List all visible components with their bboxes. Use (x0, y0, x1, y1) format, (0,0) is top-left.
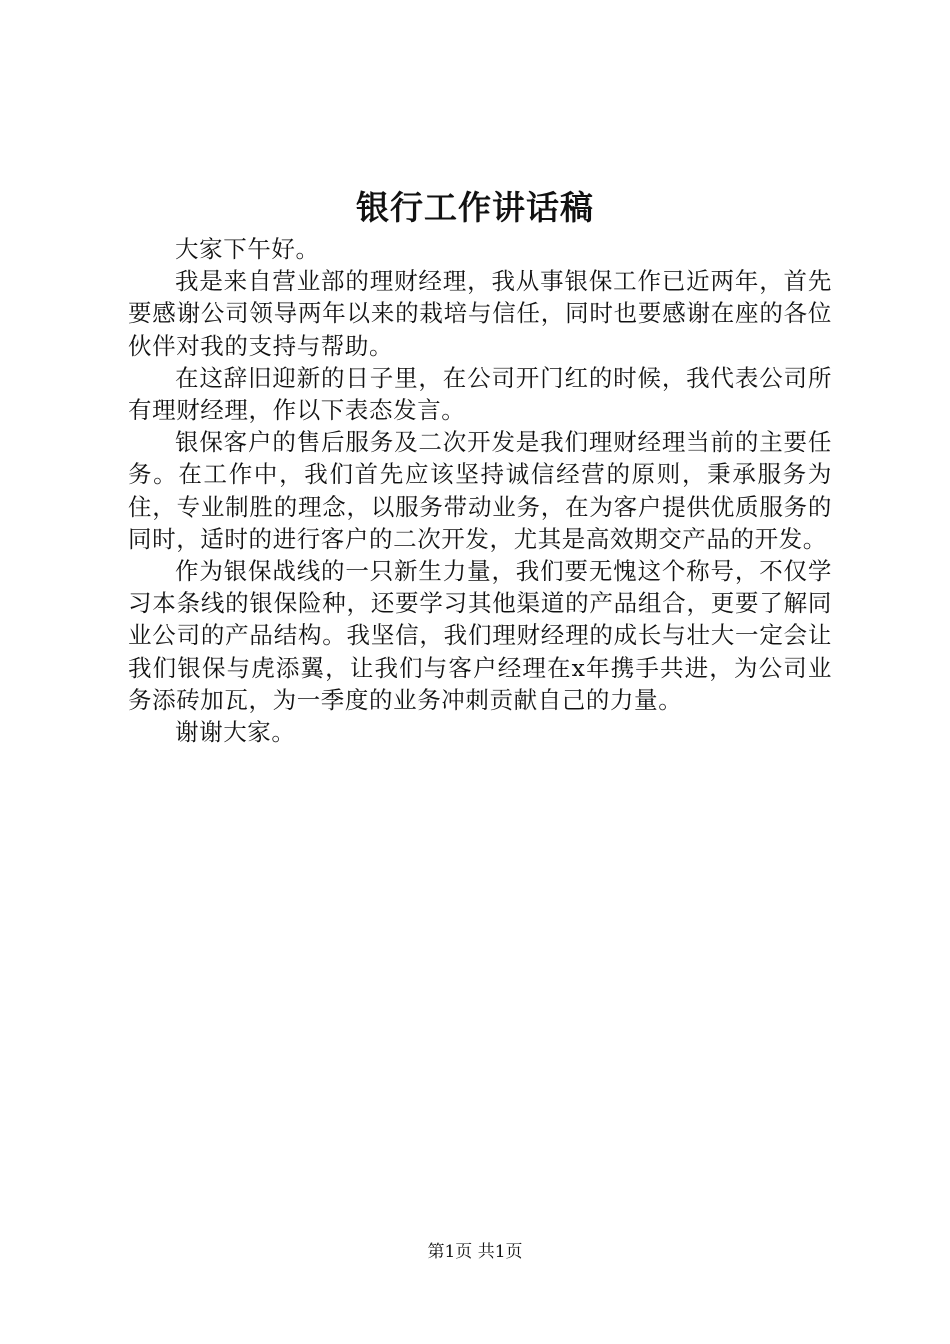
paragraph-greeting: 大家下午好。 (175, 235, 320, 263)
paragraph-closing: 谢谢大家。 (175, 718, 296, 747)
paragraph-main-task: 银保客户的售后服务及二次开发是我们理财经理当前的主要任务。在工作中，我们首先应该坚持诚信经营的原则，秉承服务为住，专业制胜的理念，以服务带动业务，在为客户提供优质服务的同时，适时的进行客户的二次开发，尤其是高效期交产品的开发。 (128, 428, 832, 553)
page-number-footer: 第1页 共1页 (427, 1242, 523, 1262)
document-title: 银行工作讲话稿 (356, 188, 594, 227)
paragraph-representation: 在这辞旧迎新的日子里，在公司开门红的时候，我代表公司所有理财经理，作以下表态发言。 (128, 363, 832, 425)
paragraph-introduction: 我是来自营业部的理财经理，我从事银保工作已近两年，首先要感谢公司领导两年以来的栽培与信任，同时也要感谢在座的各位伙伴对我的支持与帮助。 (128, 267, 832, 360)
document-body (128, 233, 832, 748)
paragraph-commitment: 作为银保战线的一只新生力量，我们要无愧这个称号，不仅学习本条线的银保险种，还要学习其他渠道的产品组合，更要了解同业公司的产品结构。我坚信，我们理财经理的成长与壮大一定会让我们银保与虎添翼，让我们与客户经理在x年携手共进，为公司业务添砖加瓦，为一季度的业务冲刺贡献自己的力量。 (128, 557, 832, 714)
